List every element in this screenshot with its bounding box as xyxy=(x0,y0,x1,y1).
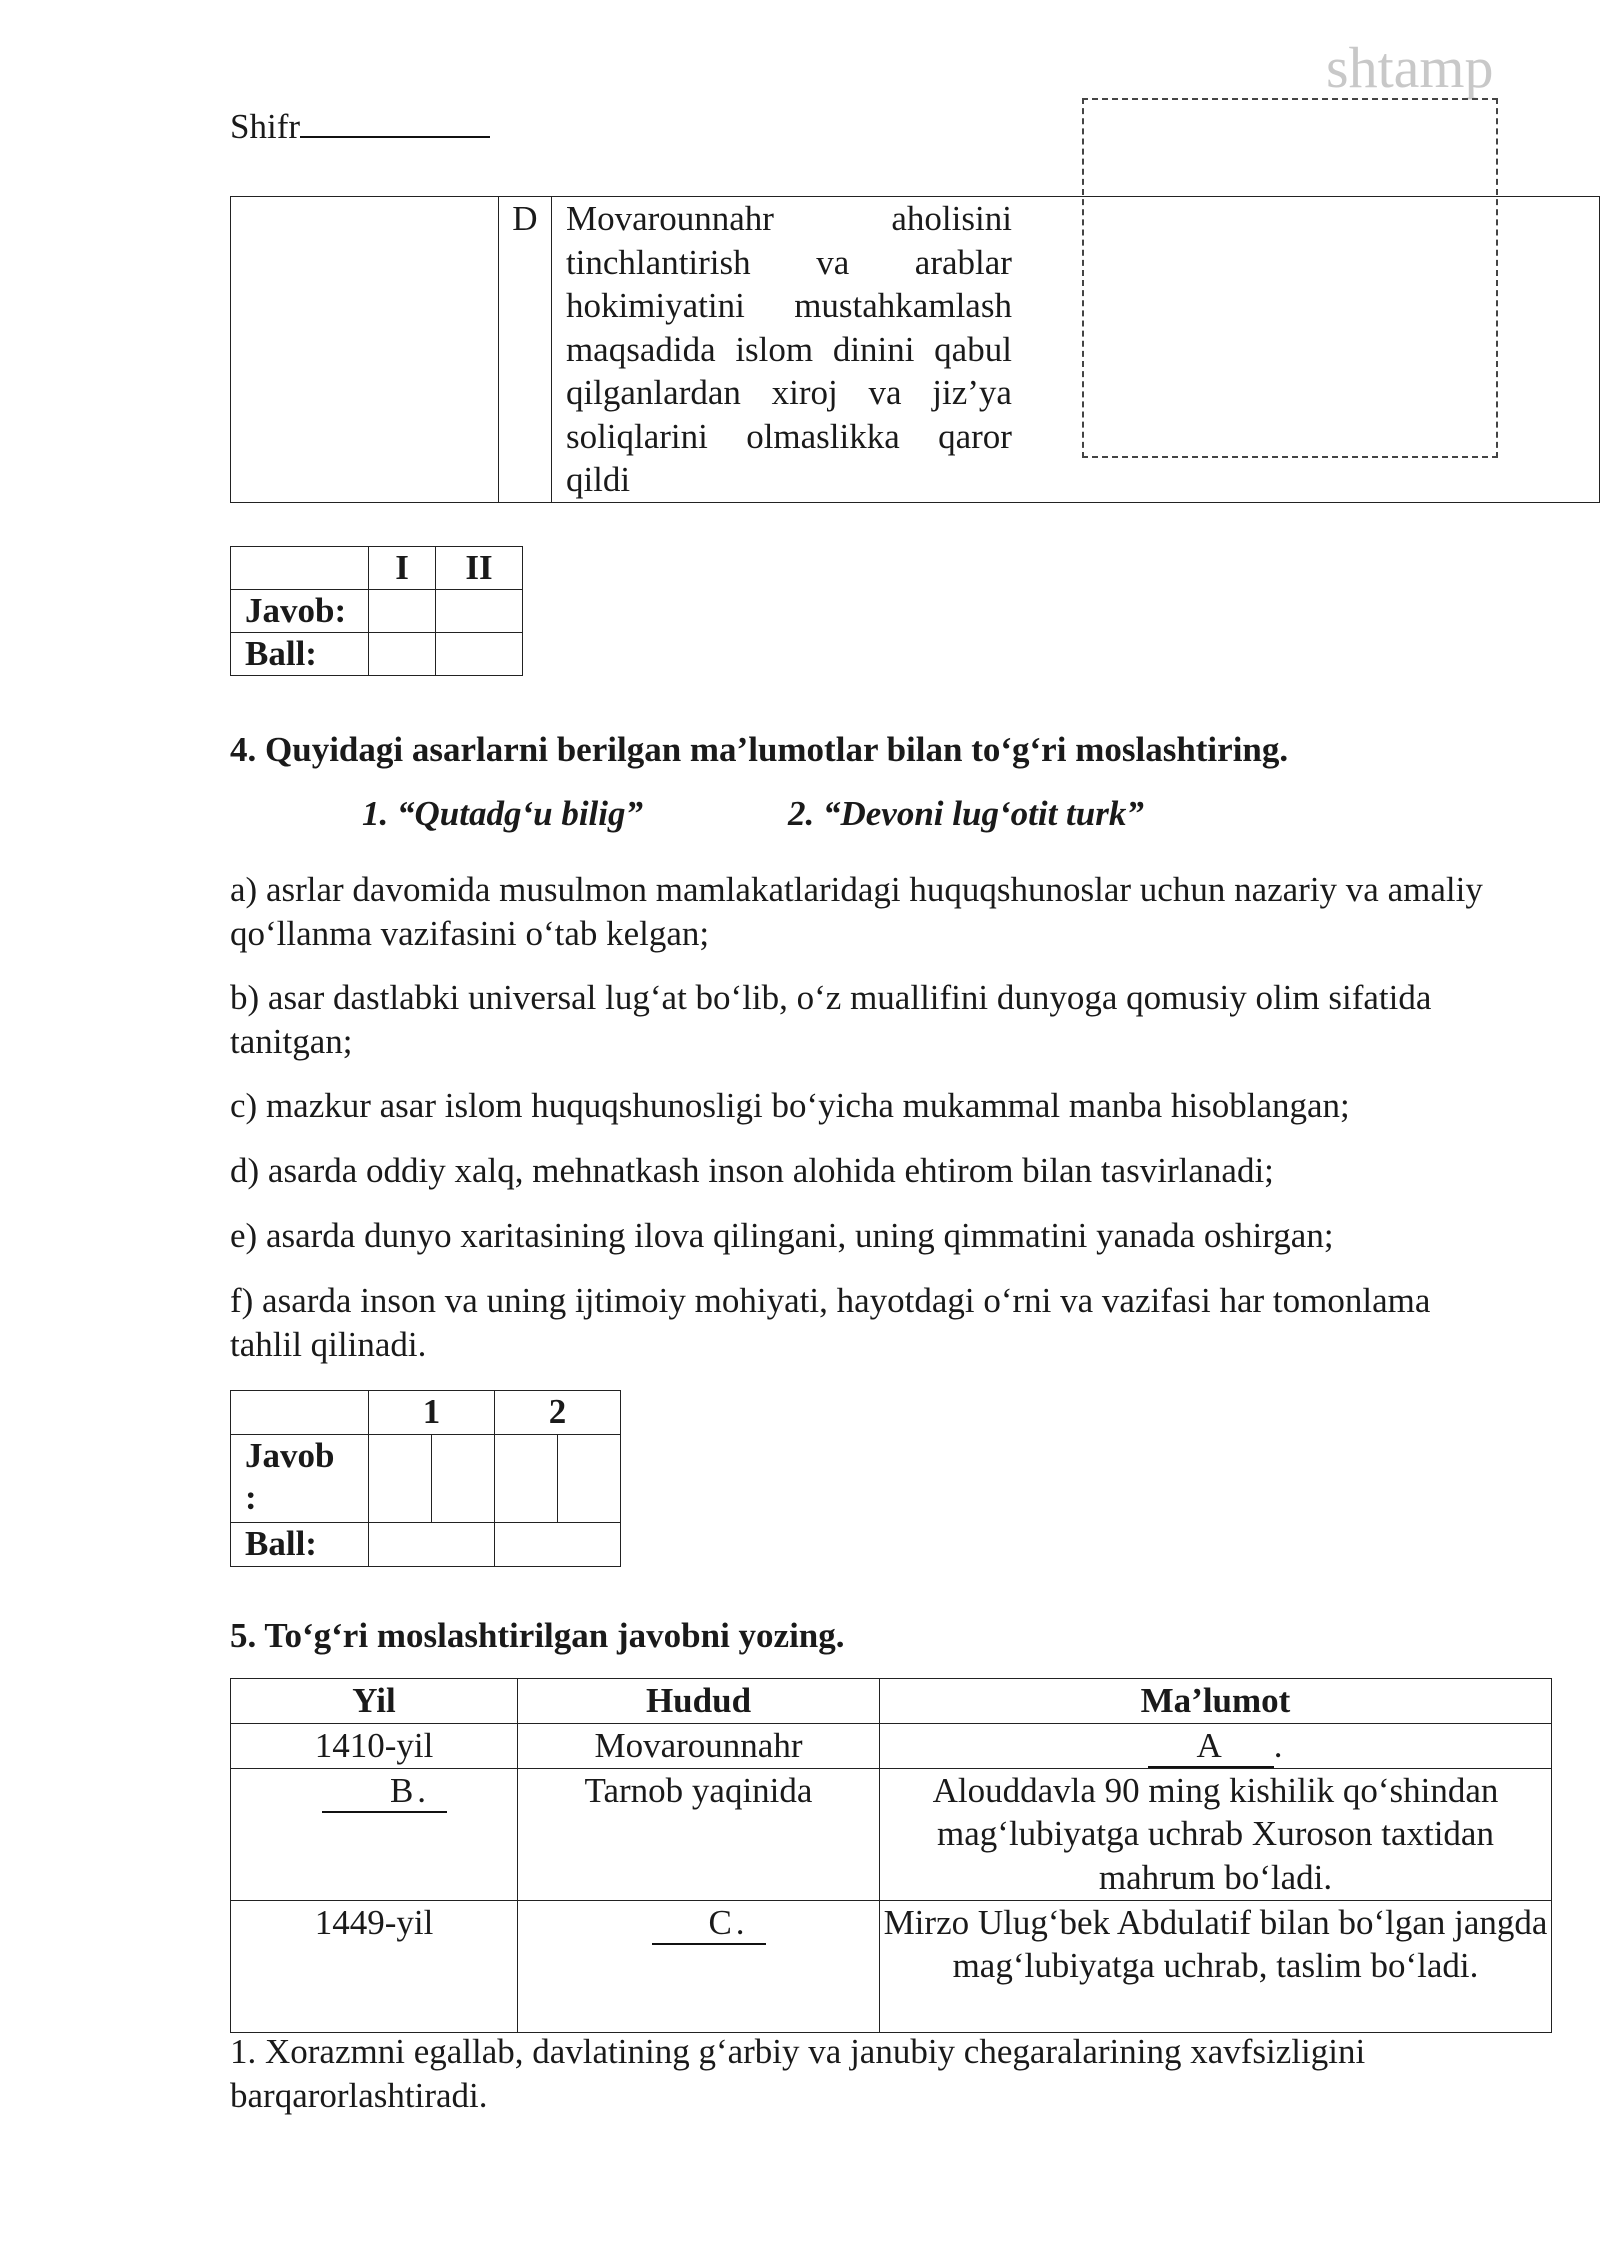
question-4-title: 4. Quyidagi asarlarni berilgan ma’lumotlar bilan to‘g‘ri moslashtiring. xyxy=(230,730,1289,769)
score-cell-ii[interactable] xyxy=(436,633,523,676)
blank-b[interactable]: B xyxy=(322,1771,447,1813)
answer-cell-i[interactable] xyxy=(369,590,436,633)
score-cell-2[interactable] xyxy=(495,1523,621,1567)
javob-label-colon: : xyxy=(245,1478,257,1517)
question-5-title: 5. To‘g‘ri moslashtirilgan javobni yozing. xyxy=(230,1616,845,1655)
row3-region: C . xyxy=(518,1900,880,2032)
shifr-blank-line[interactable] xyxy=(300,100,490,138)
option-c: c) mazkur asar islom huquqshunosligi bo‘yicha mukammal manba hisoblangan; xyxy=(230,1086,1350,1125)
work-2-title: 2. “Devoni lug‘otit turk” xyxy=(788,794,1144,833)
row1-region: Movarounnahr xyxy=(518,1723,880,1768)
javob-label-word: Javob xyxy=(245,1436,335,1475)
option-a: a) asrlar davomida musulmon mamlakatlaridagi huquqshunoslar uchun nazariy va amaliy qo‘llanma vazifasini o‘tab kelgan; xyxy=(230,870,1483,953)
row-text-content: Movarounnahr aholisini tinchlantirish va arablar hokimiyatini mustahkamlash maqsadida islom dinini qabul qilganlardan xiroj va jiz’ya soliqlarini olmaslikka qaror qildi xyxy=(565,199,1012,499)
corner-cell xyxy=(231,1391,369,1435)
row2-year: B . xyxy=(231,1768,518,1900)
row-letter: D xyxy=(498,197,551,503)
option-d: d) asarda oddiy xalq, mehnatkash inson alohida ehtirom bilan tasvirlanadi; xyxy=(230,1151,1274,1190)
shifr-label: Shifr xyxy=(230,107,300,146)
row2-info: Alouddavla 90 ming kishilik qo‘shindan mag‘lubiyatga uchrab Xuroson taxtidan mahrum bo‘ladi. xyxy=(880,1768,1552,1900)
work-1-title: 1. “Qutadg‘u bilig” xyxy=(362,794,644,833)
ball-label: Ball: xyxy=(231,1523,369,1567)
matching-table-continuation xyxy=(230,196,1600,503)
header-region: Hudud xyxy=(518,1679,880,1724)
empty-cell xyxy=(231,197,499,503)
ball-label: Ball: xyxy=(231,633,369,676)
option-b: b) asar dastlabki universal lug‘at bo‘lib, o‘z muallifini dunyoga qomusiy olim sifatida tanitgan; xyxy=(230,978,1432,1061)
column-header-2: 2 xyxy=(495,1391,621,1435)
row2-region: Tarnob yaqinida xyxy=(518,1768,880,1900)
row3-info: Mirzo Ulug‘bek Abdulatif bilan bo‘lgan jangda mag‘lubiyatga uchrab, taslim bo‘ladi. xyxy=(880,1900,1552,2032)
header-info: Ma’lumot xyxy=(880,1679,1552,1724)
answer-cell-2b[interactable] xyxy=(558,1435,621,1523)
row1-info: A . xyxy=(880,1723,1552,1768)
blank-c[interactable]: C xyxy=(652,1903,765,1945)
watermark-text: shtamp xyxy=(1326,35,1494,100)
column-header-ii: II xyxy=(436,547,523,590)
answer-cell-1b[interactable] xyxy=(432,1435,495,1523)
header-year: Yil xyxy=(231,1679,518,1724)
score-cell-1[interactable] xyxy=(369,1523,495,1567)
answer-cell-2a[interactable] xyxy=(495,1435,558,1523)
column-header-i: I xyxy=(369,547,436,590)
row1-year: 1410-yil xyxy=(231,1723,518,1768)
row-text xyxy=(551,197,1599,503)
shifr-field xyxy=(230,100,490,149)
answer-cell-ii[interactable] xyxy=(436,590,523,633)
answer-table-1 xyxy=(230,546,523,676)
option-f: f) asarda inson va uning ijtimoiy mohiyati, hayotdagi o‘rni va vazifasi har tomonlama tahlil qilinadi. xyxy=(230,1281,1431,1364)
answer-cell-1a[interactable] xyxy=(369,1435,432,1523)
javob-label: Javob: xyxy=(231,590,369,633)
javob-label xyxy=(231,1435,369,1523)
corner-cell xyxy=(231,547,369,590)
blank-a[interactable]: A xyxy=(1148,1726,1273,1768)
option-e: e) asarda dunyo xaritasining ilova qilingani, uning qimmatini yanada oshirgan; xyxy=(230,1216,1334,1255)
answer-table-2 xyxy=(230,1390,621,1567)
footnote-option-1: 1. Xorazmni egallab, davlatining g‘arbiy va janubiy chegaralarining xavfsizligini barqarorlashtiradi. xyxy=(230,2032,1366,2115)
score-cell-i[interactable] xyxy=(369,633,436,676)
history-matching-table xyxy=(230,1678,1552,2033)
row3-year: 1449-yil xyxy=(231,1900,518,2032)
column-header-1: 1 xyxy=(369,1391,495,1435)
